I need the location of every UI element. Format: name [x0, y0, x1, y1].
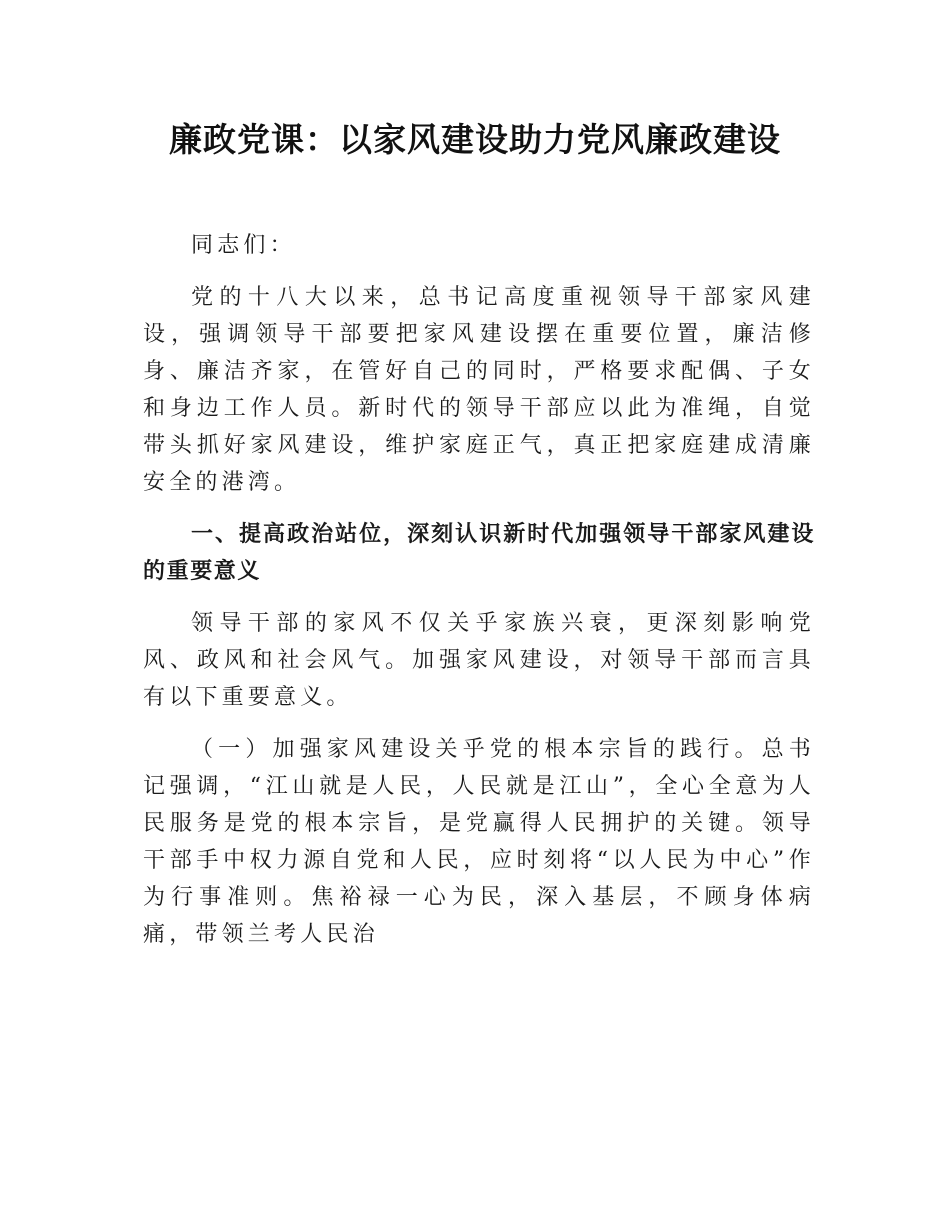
salutation: 同志们： — [191, 233, 296, 258]
intro-paragraph: 党的十八大以来，总书记高度重视领导干部家风建设，强调领导干部要把家风建设摆在重要位置，廉洁修身、廉洁齐家，在管好自己的同时，严格要求配偶、子女和身边工作人员。新时代的领导干部应以此为准绳，自觉带头抓好家风建设，维护家庭正气，真正把家庭建成清廉安全的港湾。 — [143, 285, 815, 495]
point-paragraph: （一）加强家风建设关乎党的根本宗旨的践行。总书记强调，“江山就是人民，人民就是江山”，全心全意为人民服务是党的根本宗旨，是党赢得人民拥护的关键。领导干部手中权力源自党和人民，应时刻将“以人民为中心”作为行事准则。焦裕禄一心为民，深入基层，不顾身体病痛，带领兰考人民治 — [143, 737, 815, 947]
section-intro-paragraph: 领导干部的家风不仅关乎家族兴衰，更深刻影响党风、政风和社会风气。加强家风建设，对领导干部而言具有以下重要意义。 — [143, 611, 815, 710]
document-title: 廉政党课：以家风建设助力党风廉政建设 — [169, 120, 781, 159]
section-heading: 一、提高政治站位，深刻认识新时代加强领导干部家风建设的重要意义 — [143, 522, 815, 584]
document-body — [143, 227, 815, 953]
